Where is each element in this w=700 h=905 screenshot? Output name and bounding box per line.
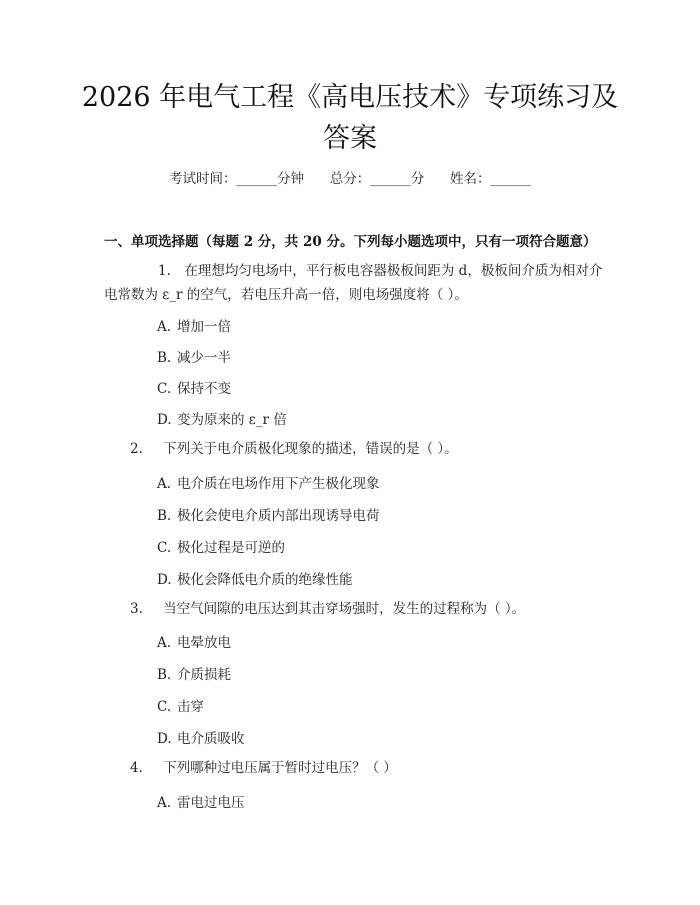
question-4 bbox=[104, 756, 604, 780]
question-2 bbox=[104, 437, 604, 461]
option-1d bbox=[157, 408, 287, 428]
question-number: 4. bbox=[130, 760, 143, 776]
option-letter: B. bbox=[157, 667, 172, 683]
option-letter: A. bbox=[157, 476, 172, 492]
option-text: 极化会使电介质内部出现诱导电荷 bbox=[177, 508, 380, 524]
option-2a bbox=[157, 472, 380, 492]
option-text: 电介质吸收 bbox=[177, 731, 245, 747]
option-1b bbox=[157, 346, 231, 366]
question-stem: 下列关于电介质极化现象的描述，错误的是（ ）。 bbox=[163, 441, 458, 457]
question-text bbox=[104, 756, 604, 780]
question-number: 2. bbox=[130, 441, 143, 457]
option-text: 电晕放电 bbox=[177, 635, 231, 651]
option-letter: A. bbox=[157, 319, 172, 335]
option-text: 增加一倍 bbox=[177, 319, 231, 335]
option-text: 介质损耗 bbox=[177, 667, 231, 683]
option-3d bbox=[157, 727, 245, 747]
option-3c bbox=[157, 695, 204, 715]
question-stem: 下列哪种过电压属于暂时过电压？（ ） bbox=[163, 760, 397, 776]
section-heading: 一、单项选择题（每题 2 分，共 20 分。下列每小题选项中，只有一项符合题意） bbox=[104, 234, 597, 250]
option-letter: B. bbox=[157, 350, 172, 366]
question-number: 1. bbox=[158, 263, 171, 279]
option-letter: C. bbox=[157, 699, 172, 715]
option-text: 极化过程是可逆的 bbox=[177, 540, 285, 556]
question-1 bbox=[104, 259, 604, 307]
option-text: 极化会降低电介质的绝缘性能 bbox=[177, 572, 353, 588]
option-letter: C. bbox=[157, 381, 172, 397]
question-text bbox=[104, 437, 604, 461]
question-stem: 在理想均匀电场中，平行板电容器极板间距为 d，极板间介质为相对介电常数为 ε_r 的空气，若电压升高一倍，则电场强度将（ ）。 bbox=[104, 263, 603, 303]
option-text: 雷电过电压 bbox=[177, 795, 245, 811]
question-3 bbox=[104, 597, 604, 621]
option-2d bbox=[157, 568, 353, 588]
title-line-2: 答案 bbox=[323, 123, 377, 154]
document-title bbox=[60, 77, 640, 159]
question-number: 3. bbox=[130, 601, 143, 617]
exam-info-line: 考试时间：______分钟 总分：______分 姓名：______ bbox=[169, 171, 531, 187]
option-letter: D. bbox=[157, 572, 172, 588]
option-2b bbox=[157, 504, 380, 524]
option-1c bbox=[157, 377, 231, 397]
option-letter: C. bbox=[157, 540, 172, 556]
option-letter: D. bbox=[157, 412, 172, 428]
option-text: 电介质在电场作用下产生极化现象 bbox=[177, 476, 380, 492]
option-text: 保持不变 bbox=[177, 381, 231, 397]
option-2c bbox=[157, 536, 285, 556]
option-text: 变为原来的 ε_r 倍 bbox=[177, 412, 287, 428]
option-3a bbox=[157, 631, 231, 651]
option-text: 减少一半 bbox=[177, 350, 231, 366]
option-4a bbox=[157, 791, 245, 811]
option-1a bbox=[157, 315, 231, 335]
question-text bbox=[104, 259, 604, 307]
question-text bbox=[104, 597, 604, 621]
title-line-1: 2026 年电气工程《高电压技术》专项练习及 bbox=[81, 82, 619, 113]
option-text: 击穿 bbox=[177, 699, 204, 715]
option-3b bbox=[157, 663, 231, 683]
option-letter: B. bbox=[157, 508, 172, 524]
question-stem: 当空气间隙的电压达到其击穿场强时，发生的过程称为（ ）。 bbox=[163, 601, 526, 617]
option-letter: D. bbox=[157, 731, 172, 747]
option-letter: A. bbox=[157, 795, 172, 811]
option-letter: A. bbox=[157, 635, 172, 651]
